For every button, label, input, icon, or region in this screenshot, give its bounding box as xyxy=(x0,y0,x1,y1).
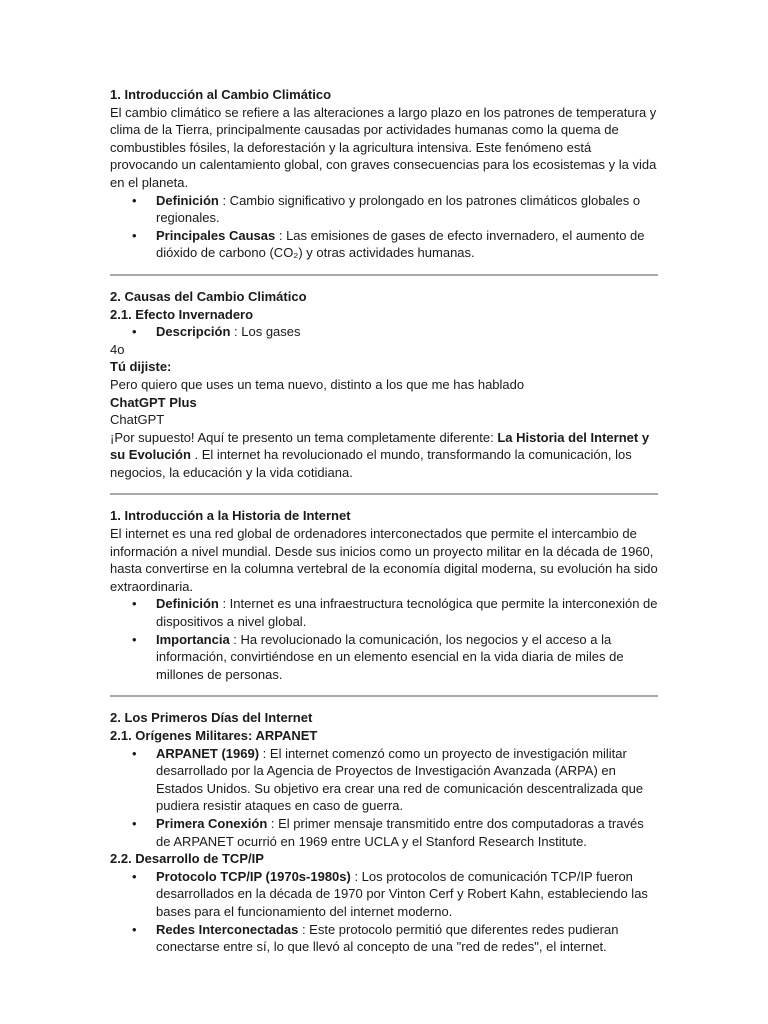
bullet-label: ARPANET (1969) xyxy=(156,745,260,761)
bullet-text: : El internet comenzó como un proyecto de investigación militar desarrollado por la Agencia de Proyectos de Investigación Avanzada (ARPA) en Estados Unidos. Su objetivo era crear una red de comunicación descentralizada que pudiera resistir ataques en caso de guerra. xyxy=(156,745,644,814)
list-item xyxy=(110,745,658,815)
user-message: Pero quiero que uses un tema nuevo, distinto a los que me has hablado xyxy=(110,376,525,392)
model-label: 4o xyxy=(110,341,125,357)
divider xyxy=(110,493,658,495)
list-item xyxy=(110,323,658,341)
assistant-reply xyxy=(110,429,658,482)
bullet-list xyxy=(110,868,658,956)
list-item xyxy=(110,815,658,850)
bullet-text: : El primer mensaje transmitido entre dos computadoras a través de ARPANET ocurrió en 1969 entre UCLA y el Stanford Research Institute. xyxy=(156,815,644,849)
section-title: 1. Introducción a la Historia de Internet xyxy=(110,508,351,524)
list-item xyxy=(110,192,658,227)
bullet-label: Protocolo TCP/IP (1970s-1980s) xyxy=(156,868,351,884)
bullet-label: Definición xyxy=(156,596,219,612)
subsection-title: 2.1. Orígenes Militares: ARPANET xyxy=(110,728,318,743)
list-item xyxy=(110,921,658,956)
bullet-text: : Este protocolo permitió que diferentes redes pudieran conectarse entre sí, lo que llevó al concepto de una "red de redes", el internet. xyxy=(156,921,619,955)
bullet-label: Definición xyxy=(156,192,219,208)
list-item xyxy=(110,868,658,921)
bullet-text: : Los protocolos de comunicación TCP/IP fueron desarrollados en la década de 1970 por Vinton Cerf y Robert Kahn, estableciendo las bases para el funcionamiento del internet moderno. xyxy=(156,868,648,919)
section-title: 1. Introducción al Cambio Climático xyxy=(110,87,332,102)
paragraph: El internet es una red global de ordenadores interconectados que permite el intercambio de información a nivel mundial. Desde sus inicios como un proyecto militar en la década de 1960, hasta convertirse en la columna vertebral de la economía digital moderna, su evolución ha sido extraordinaria. xyxy=(110,526,658,594)
list-item xyxy=(110,595,658,630)
you-said-label: Tú dijiste: xyxy=(110,359,172,375)
bullet-list xyxy=(110,323,658,341)
bullet-list xyxy=(110,192,658,262)
bullet-text: : Cambio significativo y prolongado en los patrones climáticos globales o regionales. xyxy=(156,192,641,226)
bullet-label: Importancia xyxy=(156,631,230,647)
bullet-label: Principales Causas xyxy=(156,227,276,243)
bullet-text: : Los gases xyxy=(230,324,301,340)
bullet-label: Primera Conexión xyxy=(156,815,268,831)
section-title: 2. Los Primeros Días del Internet xyxy=(110,710,313,726)
list-item xyxy=(110,631,658,684)
bullet-text: : Internet es una infraestructura tecnológica que permite la interconexión de dispositivos a nivel global. xyxy=(156,596,658,630)
bullet-label: Descripción xyxy=(156,324,231,340)
bullet-text: : Ha revolucionado la comunicación, los negocios y el acceso a la información, convirtiéndose en un elemento esencial en la vida diaria de miles de millones de personas. xyxy=(156,631,624,682)
subsection-title: 2.1. Efecto Invernadero xyxy=(110,306,254,322)
plan-label: ChatGPT Plus xyxy=(110,394,197,410)
section-title: 2. Causas del Cambio Climático xyxy=(110,288,307,304)
divider xyxy=(110,695,658,697)
paragraph: El cambio climático se refiere a las alteraciones a largo plazo en los patrones de temperatura y clima de la Tierra, principalmente causadas por actividades humanas como la quema de combustibles fósiles, la deforestación y la agricultura intensiva. Este fenómeno está provocando un calentamiento global, con graves consecuencias para los ecosistemas y la vida en el planeta. xyxy=(110,104,657,190)
subsection-title: 2.2. Desarrollo de TCP/IP xyxy=(110,851,264,867)
reply-topic: La Historia del Internet y su Evolución xyxy=(110,429,650,463)
reply-intro: ¡Por supuesto! Aquí te presento un tema completamente diferente: xyxy=(110,429,498,445)
list-item xyxy=(110,227,658,262)
bullet-label: Redes Interconectadas xyxy=(156,921,299,937)
reply-rest: . El internet ha revolucionado el mundo, transformando la comunicación, los negocios, la educación y la vida cotidiana. xyxy=(110,447,632,480)
divider xyxy=(110,274,658,276)
bullet-text: : Las emisiones de gases de efecto invernadero, el aumento de dióxido de carbono (CO₂) y otras actividades humanas. xyxy=(156,227,645,261)
bullet-list xyxy=(110,745,658,851)
assistant-label: ChatGPT xyxy=(110,412,165,428)
bullet-list xyxy=(110,595,658,683)
